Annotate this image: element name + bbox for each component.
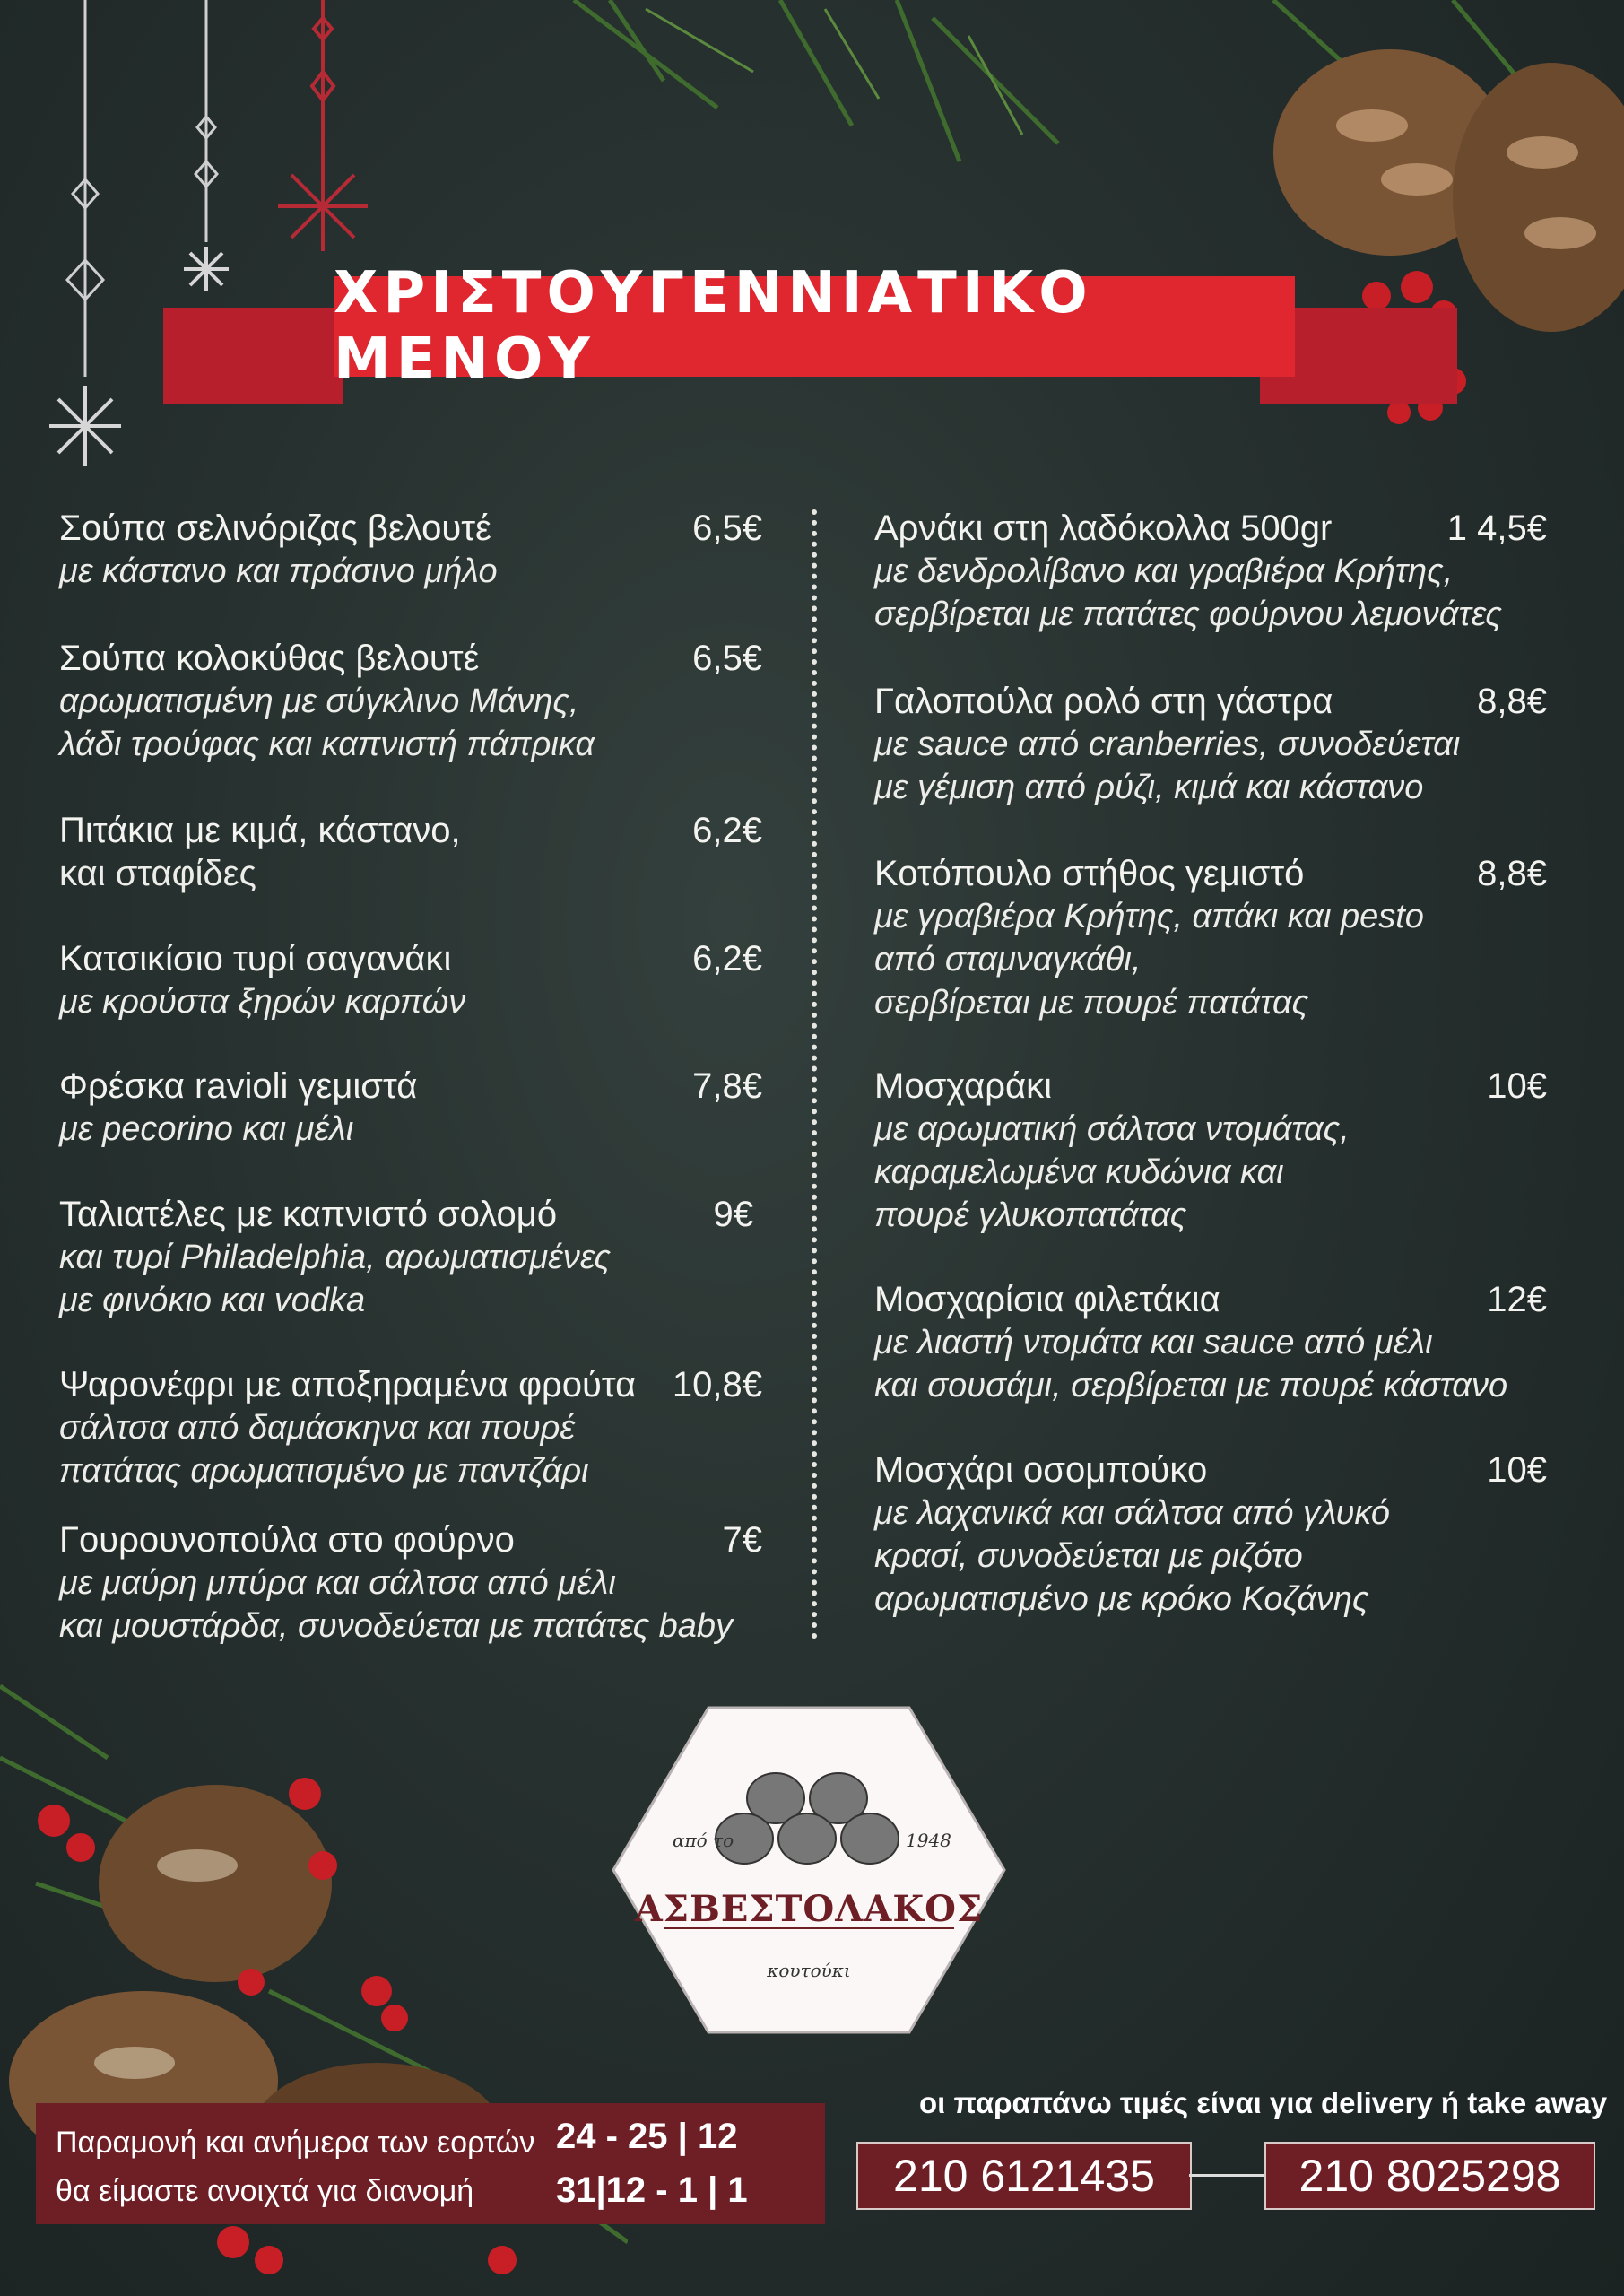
item-price: 6,5€ — [692, 639, 762, 678]
item-description: με δενδρολίβανο και γραβιέρα Κρήτης, σερβίρεται με πατάτες φούρνου λεμονάτες — [874, 552, 1502, 633]
item-name: Φρέσκα ravioli γεμιστά — [59, 1066, 418, 1106]
item-name: Πιτάκια με κιμά, κάστανο, — [59, 811, 461, 850]
item-price: 7€ — [722, 1520, 762, 1560]
item-price: 1 4,5€ — [1446, 509, 1547, 548]
item-description: και τυρί Philadelphia, αρωματισμένες με φινόκιο και vodka — [59, 1239, 612, 1319]
delivery-note: οι παραπάνω τιμές είναι για delivery ή take away — [919, 2086, 1608, 2119]
item-price: 7,8€ — [692, 1066, 762, 1106]
menu-item — [59, 1065, 762, 1151]
hanging-snowflakes-icon — [27, 0, 386, 484]
phone-number-1[interactable]: 210 6121435 — [856, 2142, 1192, 2210]
item-description: με κρούστα ξηρών καρπών — [59, 983, 466, 1021]
item-name: Ψαρονέφρι με αποξηραμένα φρούτα — [59, 1365, 637, 1405]
menu-item — [59, 637, 762, 766]
menu-item — [874, 1448, 1547, 1621]
pine-decoration-top-right — [556, 0, 1624, 502]
item-price: 8,8€ — [1477, 854, 1547, 893]
item-price: 9€ — [713, 1195, 753, 1234]
item-price: 6,5€ — [692, 509, 762, 548]
item-description: σάλτσα από δαμάσκηνα και πουρέ πατάτας αρωματισμένο με παντζάρι — [59, 1409, 589, 1490]
logo-subtitle: κουτούκι — [767, 1960, 851, 1981]
item-description: και σταφίδες — [59, 854, 256, 893]
restaurant-logo — [610, 1704, 1008, 2036]
menu-item — [874, 852, 1547, 1024]
column-divider — [812, 509, 817, 1639]
item-price: 10€ — [1487, 1450, 1547, 1490]
item-name: Αρνάκι στη λαδόκολλα 500gr — [874, 509, 1333, 548]
phone-number-2[interactable]: 210 8025298 — [1264, 2142, 1595, 2210]
item-price: 8,8€ — [1477, 682, 1547, 721]
title-ribbon-left — [163, 308, 343, 404]
item-description: αρωματισμένη με σύγκλινο Μάνης, λάδι τρούφας και καπνιστή πάπρικα — [59, 683, 595, 763]
item-name: Σούπα σελινόριζας βελουτέ — [59, 509, 491, 548]
menu-item — [59, 507, 762, 593]
item-description: με λαχανικά και σάλτσα από γλυκό κρασί, συνοδεύεται με ριζότο αρωματισμένο με κρόκο Κοζάνης — [874, 1494, 1391, 1618]
item-description: με λιαστή ντομάτα και sauce από μέλι και σουσάμι, σερβίρεται με πουρέ κάστανο — [874, 1324, 1508, 1405]
menu-item — [874, 680, 1547, 809]
item-name: Σούπα κολοκύθας βελουτέ — [59, 639, 480, 678]
item-description: με pecorino και μέλι — [59, 1110, 354, 1148]
item-name: Μοσχαρίσια φιλετάκια — [874, 1280, 1220, 1319]
menu-item — [874, 507, 1547, 636]
menu-item — [874, 1278, 1547, 1407]
item-name: Κατσικίσιο τυρί σαγανάκι — [59, 939, 452, 978]
item-description: με αρωματική σάλτσα ντομάτας, καραμελωμένα κυδώνια και πουρέ γλυκοπατάτας — [874, 1110, 1350, 1234]
item-name: Γουρουνοπούλα στο φούρνο — [59, 1520, 515, 1560]
holiday-dates: 24 - 25 | 12 31|12 - 1 | 1 — [556, 2117, 748, 2210]
menu-item — [59, 937, 762, 1023]
item-price: 6,2€ — [692, 811, 762, 850]
item-name: Μοσχάρι οσομπούκο — [874, 1450, 1208, 1490]
logo-badge-icon — [610, 1704, 1008, 2036]
menu-item — [59, 1363, 762, 1492]
item-description: με μαύρη μπύρα και σάλτσα από μέλι και μουστάρδα, συνοδεύεται με πατάτες baby — [59, 1564, 734, 1645]
menu-item — [59, 1193, 762, 1322]
item-price: 10€ — [1487, 1066, 1547, 1106]
item-price: 6,2€ — [692, 939, 762, 978]
menu-title: ΧΡΙΣΤΟΥΓΕΝΝΙΑΤΙΚΟ ΜΕΝΟΥ — [334, 260, 1093, 393]
menu-item — [874, 1065, 1547, 1237]
menu-item — [59, 809, 762, 895]
phone-divider — [1189, 2174, 1264, 2177]
item-price: 12€ — [1487, 1280, 1547, 1319]
item-name: Κοτόπουλο στήθος γεμιστό — [874, 854, 1305, 893]
logo-name: ΑΣΒΕΣΤΟΛΑΚΟΣ — [634, 1888, 984, 1930]
item-description: με sauce από cranberries, συνοδεύεται με γέμιση από ρύζι, κιμά και κάστανο — [874, 726, 1461, 806]
title-banner — [334, 260, 1295, 393]
item-price: 10,8€ — [672, 1365, 762, 1405]
item-name: Γαλοπούλα ρολό στη γάστρα — [874, 682, 1333, 721]
item-description: με γραβιέρα Κρήτης, απάκι και pesto από σταμναγκάθι, σερβίρεται με πουρέ πατάτας — [874, 898, 1424, 1022]
logo-since-right: 1948 — [906, 1830, 951, 1851]
item-name: Μοσχαράκι — [874, 1066, 1053, 1106]
item-name: Ταλιατέλες με καπνιστό σολομό — [59, 1195, 558, 1234]
item-description: με κάστανο και πράσινο μήλο — [59, 552, 498, 590]
logo-since-left: από το — [673, 1830, 734, 1851]
holiday-text: Παραμονή και ανήμερα των εορτών θα είμαστε ανοιχτά για διανομή — [56, 2126, 535, 2208]
